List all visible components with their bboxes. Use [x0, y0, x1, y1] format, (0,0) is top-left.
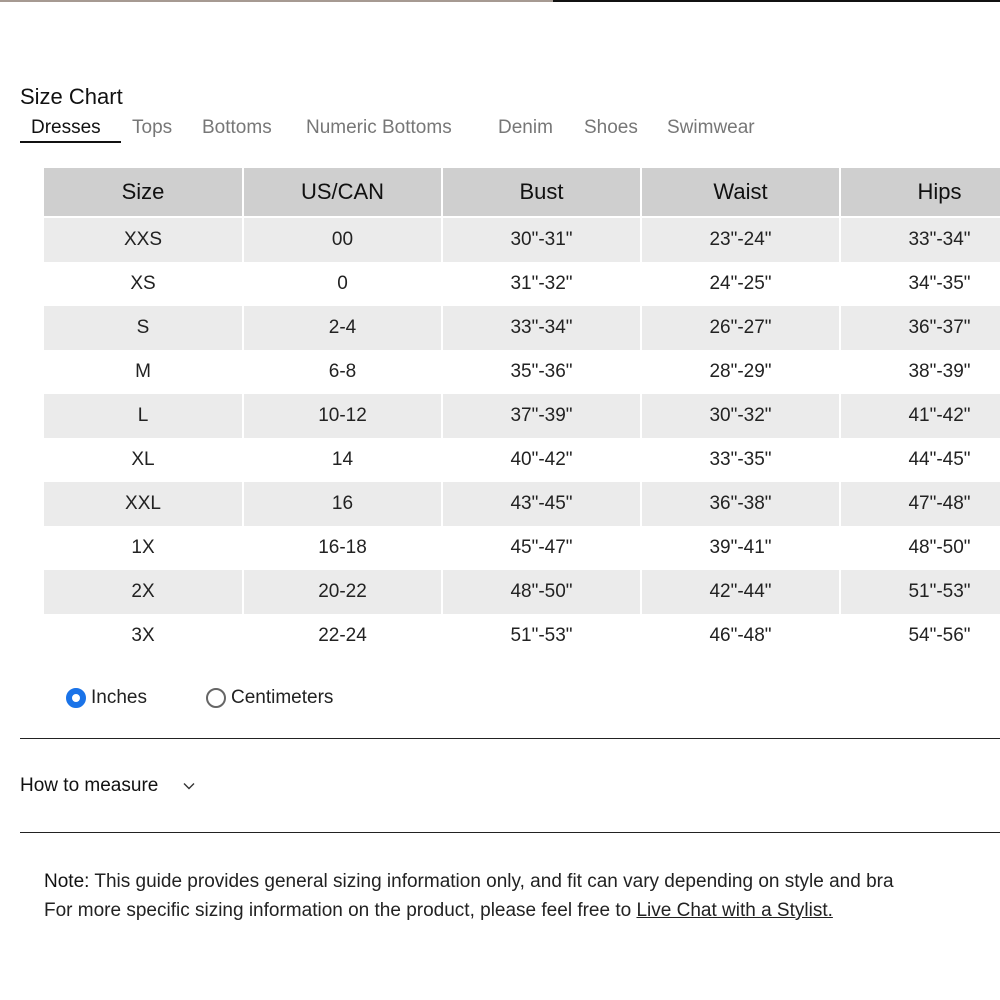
cell-waist: 26"-27" [641, 306, 840, 350]
cell-hips: 33"-34" [840, 217, 1000, 262]
cell-us-can: 0 [243, 262, 442, 306]
table-row [44, 394, 1000, 438]
table-row [44, 350, 1000, 394]
tab-dresses[interactable]: Dresses [31, 117, 101, 138]
cell-bust: 48"-50" [442, 570, 641, 614]
cell-us-can: 14 [243, 438, 442, 482]
live-chat-link[interactable]: Live Chat with a Stylist. [636, 900, 833, 921]
radio-centimeters-label: Centimeters [231, 687, 334, 708]
table-header-row [44, 168, 1000, 217]
cell-us-can: 10-12 [243, 394, 442, 438]
cell-us-can: 22-24 [243, 614, 442, 658]
how-to-measure-label: How to measure [20, 775, 159, 796]
cell-bust: 37"-39" [442, 394, 641, 438]
table-row [44, 438, 1000, 482]
tab-swimwear[interactable]: Swimwear [667, 117, 755, 138]
table-row [44, 262, 1000, 306]
cell-size: XS [44, 262, 243, 306]
cell-hips: 41"-42" [840, 394, 1000, 438]
cell-bust: 40"-42" [442, 438, 641, 482]
cell-bust: 51"-53" [442, 614, 641, 658]
note-text-1: This guide provides general sizing information only, and fit can vary depending on style and bra [89, 871, 894, 892]
cell-waist: 23"-24" [641, 217, 840, 262]
cell-bust: 43"-45" [442, 482, 641, 526]
active-tab-indicator [20, 141, 121, 143]
header-us-can: US/CAN [243, 168, 442, 217]
note-line-1 [44, 867, 1000, 896]
unit-selector [66, 684, 466, 712]
size-table [44, 168, 1000, 658]
how-to-measure-toggle[interactable] [20, 773, 196, 799]
cell-hips: 34"-35" [840, 262, 1000, 306]
radio-inches[interactable] [66, 684, 147, 712]
radio-checked-icon[interactable] [66, 688, 86, 708]
tab-tops[interactable]: Tops [132, 117, 173, 138]
note-line-2 [44, 896, 1000, 925]
header-size: Size [44, 168, 243, 217]
cell-waist: 42"-44" [641, 570, 840, 614]
radio-inches-label: Inches [91, 687, 147, 708]
top-image-edge [0, 0, 553, 2]
header-bust: Bust [442, 168, 641, 217]
tab-denim[interactable]: Denim [498, 117, 553, 138]
table-row [44, 482, 1000, 526]
cell-us-can: 00 [243, 217, 442, 262]
cell-waist: 33"-35" [641, 438, 840, 482]
cell-bust: 45"-47" [442, 526, 641, 570]
tab-numeric-bottoms[interactable]: Numeric Bottoms [306, 117, 452, 138]
cell-hips: 44"-45" [840, 438, 1000, 482]
note-text-2: For more specific sizing information on the product, please feel free to [44, 900, 637, 921]
cell-size: 2X [44, 570, 243, 614]
cell-bust: 33"-34" [442, 306, 641, 350]
cell-us-can: 6-8 [243, 350, 442, 394]
divider-top [20, 738, 1000, 739]
cell-bust: 35"-36" [442, 350, 641, 394]
cell-size: 3X [44, 614, 243, 658]
cell-us-can: 20-22 [243, 570, 442, 614]
cell-us-can: 16 [243, 482, 442, 526]
cell-waist: 24"-25" [641, 262, 840, 306]
radio-centimeters[interactable] [206, 684, 333, 712]
cell-waist: 46"-48" [641, 614, 840, 658]
cell-hips: 47"-48" [840, 482, 1000, 526]
cell-size: XL [44, 438, 243, 482]
chevron-down-icon[interactable] [182, 779, 196, 793]
table-row [44, 570, 1000, 614]
table-row [44, 217, 1000, 262]
cell-size: S [44, 306, 243, 350]
cell-hips: 48"-50" [840, 526, 1000, 570]
cell-size: M [44, 350, 243, 394]
header-hips: Hips [840, 168, 1000, 217]
table-row [44, 306, 1000, 350]
sizing-note [44, 867, 1000, 925]
header-waist: Waist [641, 168, 840, 217]
radio-unchecked-icon[interactable] [206, 688, 226, 708]
cell-bust: 30"-31" [442, 217, 641, 262]
cell-waist: 28"-29" [641, 350, 840, 394]
cell-size: 1X [44, 526, 243, 570]
cell-waist: 39"-41" [641, 526, 840, 570]
cell-hips: 36"-37" [840, 306, 1000, 350]
cell-hips: 54"-56" [840, 614, 1000, 658]
cell-us-can: 2-4 [243, 306, 442, 350]
table-row [44, 614, 1000, 658]
top-border-line [553, 0, 1000, 2]
size-chart-title: Size Chart [20, 84, 123, 109]
cell-hips: 51"-53" [840, 570, 1000, 614]
cell-size: XXL [44, 482, 243, 526]
tab-shoes[interactable]: Shoes [584, 117, 638, 138]
table-row [44, 526, 1000, 570]
cell-size: L [44, 394, 243, 438]
divider-bottom [20, 832, 1000, 833]
cell-hips: 38"-39" [840, 350, 1000, 394]
tab-bottoms[interactable]: Bottoms [202, 117, 272, 138]
note-label: Note: [44, 871, 90, 892]
cell-waist: 30"-32" [641, 394, 840, 438]
cell-bust: 31"-32" [442, 262, 641, 306]
category-tabs [20, 115, 1000, 143]
cell-size: XXS [44, 217, 243, 262]
cell-waist: 36"-38" [641, 482, 840, 526]
size-table-container[interactable] [44, 168, 1000, 658]
cell-us-can: 16-18 [243, 526, 442, 570]
